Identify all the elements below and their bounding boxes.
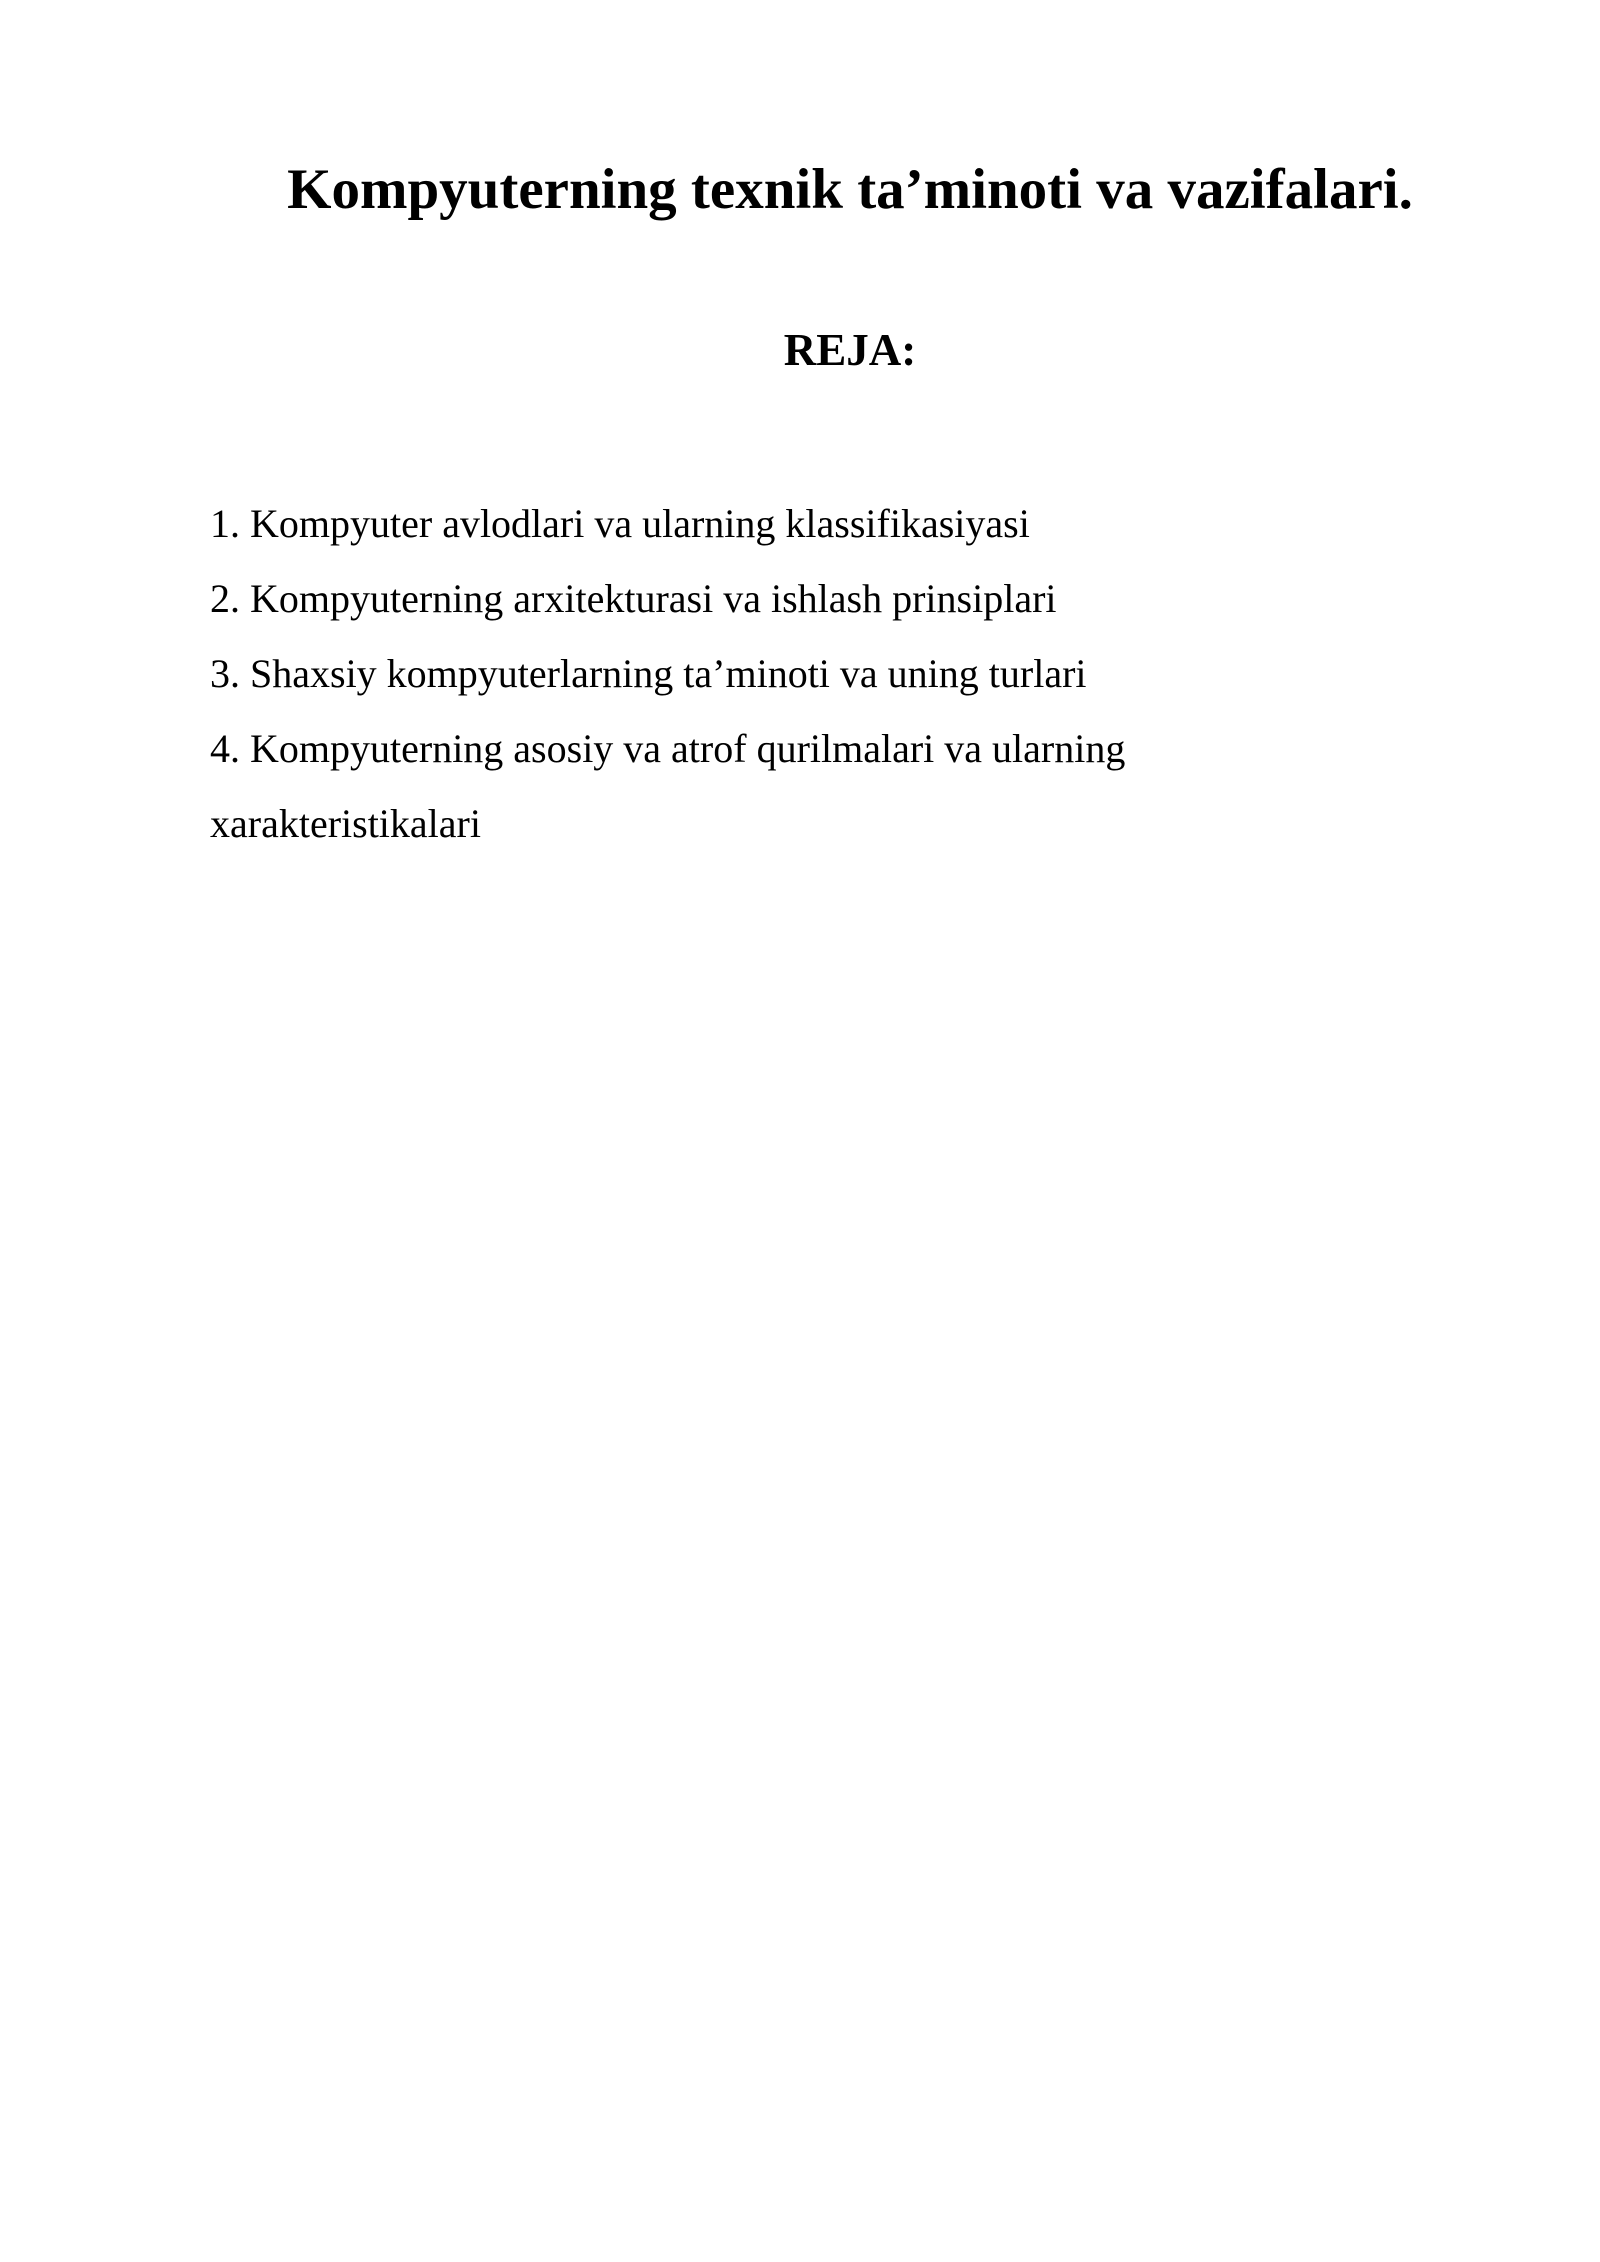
document-title: Kompyuterning texnik ta’minoti va vazifalari.	[287, 158, 1413, 221]
plan-item-3: 3. Shaxsiy kompyuterlarning ta’minoti va uning turlari	[210, 651, 1087, 696]
plan-list	[210, 486, 1310, 861]
plan-item-4: 4. Kompyuterning asosiy va atrof qurilmalari va ularning	[210, 726, 1126, 771]
plan-item-1: 1. Kompyuter avlodlari va ularning klassifikasiyasi	[210, 501, 1030, 546]
plan-heading: REJA:	[783, 325, 917, 375]
plan-item-4-continuation: xarakteristikalari	[210, 801, 481, 846]
plan-item-2: 2. Kompyuterning arxitekturasi va ishlash prinsiplari	[210, 576, 1057, 621]
